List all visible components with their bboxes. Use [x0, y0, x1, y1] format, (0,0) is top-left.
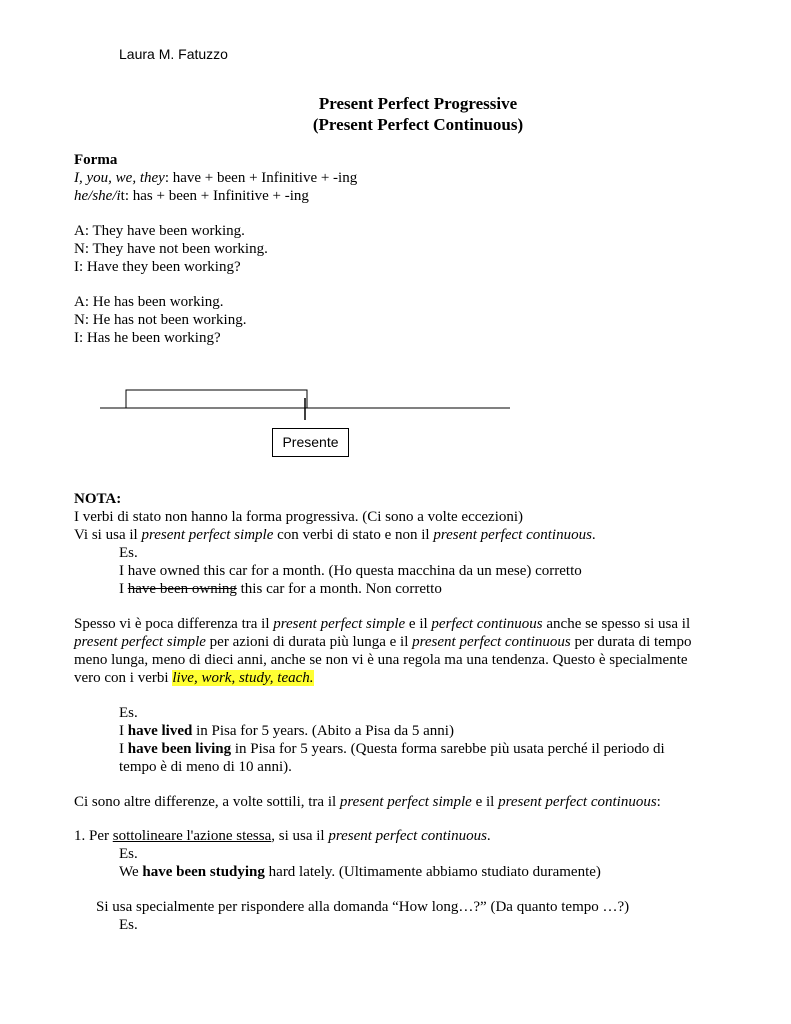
- examples2-lived: I have lived in Pisa for 5 years. (Abito a Pisa da 5 anni): [119, 723, 454, 739]
- para2-line: Ci sono altre differenze, a volte sottili, tra il present perfect simple e il present perfect continuous:: [74, 794, 661, 810]
- para1-line-2: present perfect simple per azioni di durata più lunga e il present perfect continuous per durata di tempo: [74, 634, 692, 650]
- para1-line-4: vero con i verbi live, work, study, teach.: [74, 670, 314, 686]
- examples2-living-cont: tempo è di meno di 10 anni).: [119, 759, 292, 775]
- presente-label-box: Presente: [272, 428, 349, 457]
- example-he-interrogative: I: Has he been working?: [74, 330, 221, 346]
- nota-heading: NOTA:: [74, 491, 122, 507]
- timeline-diagram: [0, 380, 791, 430]
- forma-row-plural: I, you, we, they: have + been + Infinitive + -ing: [74, 170, 358, 186]
- point2-es-label: Es.: [119, 917, 138, 933]
- example-he-negative: N: He has not been working.: [74, 312, 247, 328]
- point2-line: Si usa specialmente per rispondere alla domanda “How long…?” (Da quanto tempo …?): [96, 899, 630, 915]
- nota-example-correct: I have owned this car for a month. (Ho questa macchina da un mese) corretto: [119, 563, 582, 579]
- para1-line-1: Spesso vi è poca differenza tra il present perfect simple e il perfect continuous anche se spesso si usa il: [74, 616, 691, 632]
- example-they-interrogative: I: Have they been working?: [74, 259, 241, 275]
- point1-es-label: Es.: [119, 846, 138, 862]
- point1-line: 1. Per sottolineare l'azione stessa, si usa il present perfect continuous.: [74, 828, 491, 844]
- examples2-es-label: Es.: [119, 705, 138, 721]
- para1-line-3: meno lunga, meno di dieci anni, anche se non vi è una regola ma una tendenza. Questo è specialmente: [74, 652, 688, 668]
- example-he-affirmative: A: He has been working.: [74, 294, 224, 310]
- forma-heading: Forma: [74, 152, 118, 168]
- nota-line-2: Vi si usa il present perfect simple con verbi di stato e non il present perfect continuous.: [74, 527, 596, 543]
- highlighted-verbs: live, work, study, teach.: [172, 670, 314, 686]
- nota-line-1: I verbi di stato non hanno la forma progressiva. (Ci sono a volte eccezioni): [74, 509, 524, 525]
- page-title: Present Perfect Progressive: [318, 94, 518, 113]
- example-they-affirmative: A: They have been working.: [74, 223, 245, 239]
- example-they-negative: N: They have not been working.: [74, 241, 268, 257]
- point1-example: We have been studying hard lately. (Ultimamente abbiamo studiato duramente): [119, 864, 601, 880]
- page-subtitle: (Present Perfect Continuous): [312, 115, 524, 134]
- nota-example-incorrect: I have been owning this car for a month. Non corretto: [119, 581, 442, 597]
- forma-row-singular: he/she/it: has + been + Infinitive + -ing: [74, 188, 309, 204]
- author-name: Laura M. Fatuzzo: [119, 46, 228, 62]
- examples2-living: I have been living in Pisa for 5 years. (Questa forma sarebbe più usata perché il periodo di: [119, 741, 665, 757]
- timeline-duration-bracket: [126, 390, 307, 408]
- nota-es-label: Es.: [119, 545, 138, 561]
